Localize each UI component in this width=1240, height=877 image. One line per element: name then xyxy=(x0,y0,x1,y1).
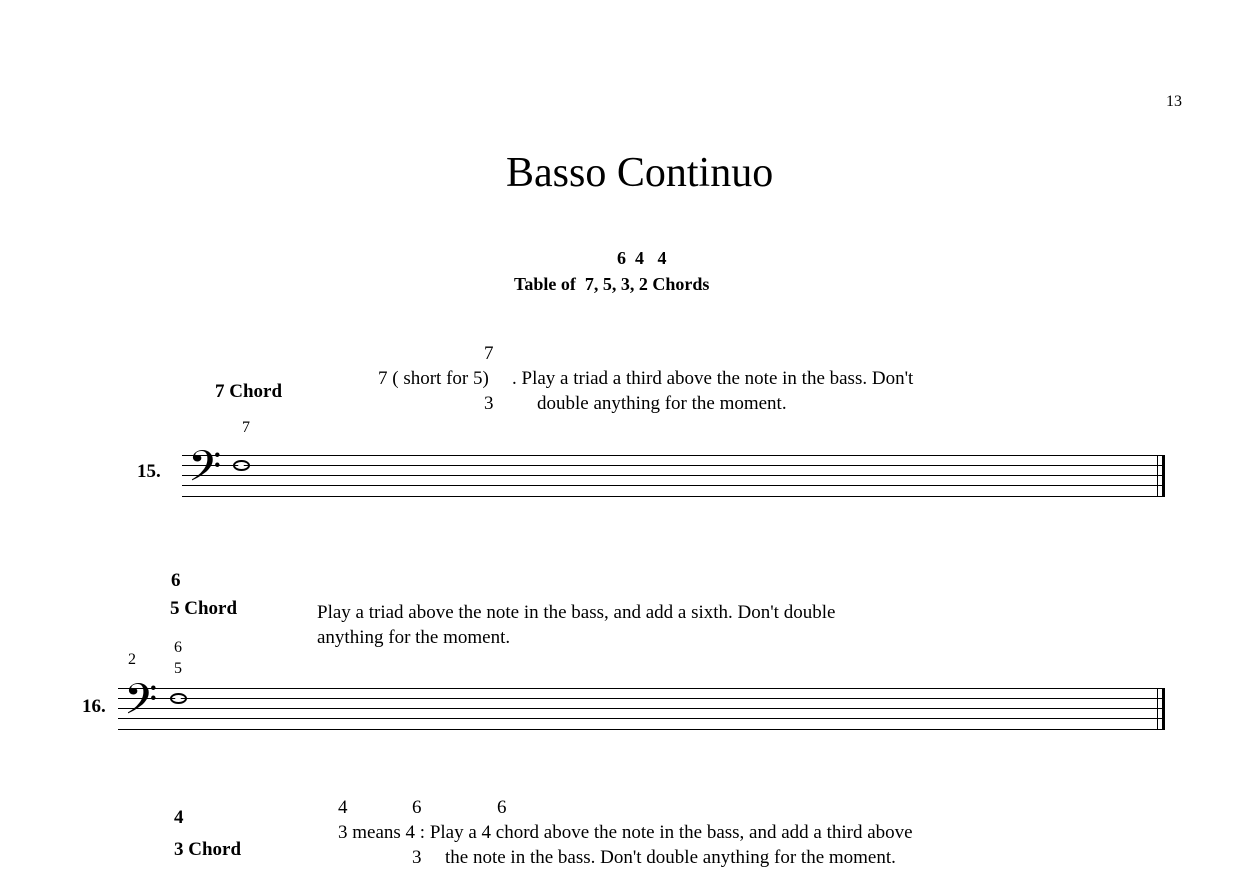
section-heading-figure: 4 xyxy=(174,807,184,828)
whole-note xyxy=(170,693,187,704)
section-heading-4-3-chord: 3 Chord xyxy=(174,839,242,860)
figured-bass-figure: 5 xyxy=(174,660,182,677)
table-heading-figures: 6 4 4 xyxy=(617,248,667,268)
section-heading-6-5-chord: 5 Chord xyxy=(170,598,238,619)
table-heading: Table of 7, 5, 3, 2 Chords xyxy=(514,274,710,294)
whole-note xyxy=(233,460,250,471)
description-line: anything for the moment. xyxy=(317,627,511,648)
figure-top: 6 xyxy=(497,797,507,818)
figured-bass-figure: 2 xyxy=(128,651,136,668)
page-number: 13 xyxy=(1166,93,1182,110)
figure-top: 4 xyxy=(338,797,348,818)
figured-bass-figure: 6 xyxy=(174,639,182,656)
example-number: 15. xyxy=(137,461,161,482)
section-heading-7-chord: 7 Chord xyxy=(215,381,283,402)
music-staff-16 xyxy=(118,675,1165,735)
figure-top: 6 xyxy=(412,797,422,818)
description-line: double anything for the moment. xyxy=(537,393,787,414)
figured-bass-figure: 7 xyxy=(242,419,250,436)
example-number: 16. xyxy=(82,696,106,717)
figure-top: 7 xyxy=(484,343,494,364)
section-heading-figure: 6 xyxy=(171,570,181,591)
description-line: the note in the bass. Don't double anything for the moment. xyxy=(445,847,896,868)
description-line: 3 means 4 : Play a 4 chord above the note in the bass, and add a third above xyxy=(338,822,913,843)
bass-clef-icon: 𝄢 xyxy=(188,442,222,502)
figure-notation: 7 ( short for 5) xyxy=(378,368,489,389)
description-line: . Play a triad a third above the note in the bass. Don't xyxy=(512,368,914,389)
description-line: Play a triad above the note in the bass, and add a sixth. Don't double xyxy=(317,602,836,623)
music-staff-15 xyxy=(182,442,1165,502)
figure-bottom: 3 xyxy=(484,393,494,414)
figure-bottom: 3 xyxy=(412,847,422,868)
page-title: Basso Continuo xyxy=(506,150,774,196)
bass-clef-icon: 𝄢 xyxy=(124,675,158,735)
